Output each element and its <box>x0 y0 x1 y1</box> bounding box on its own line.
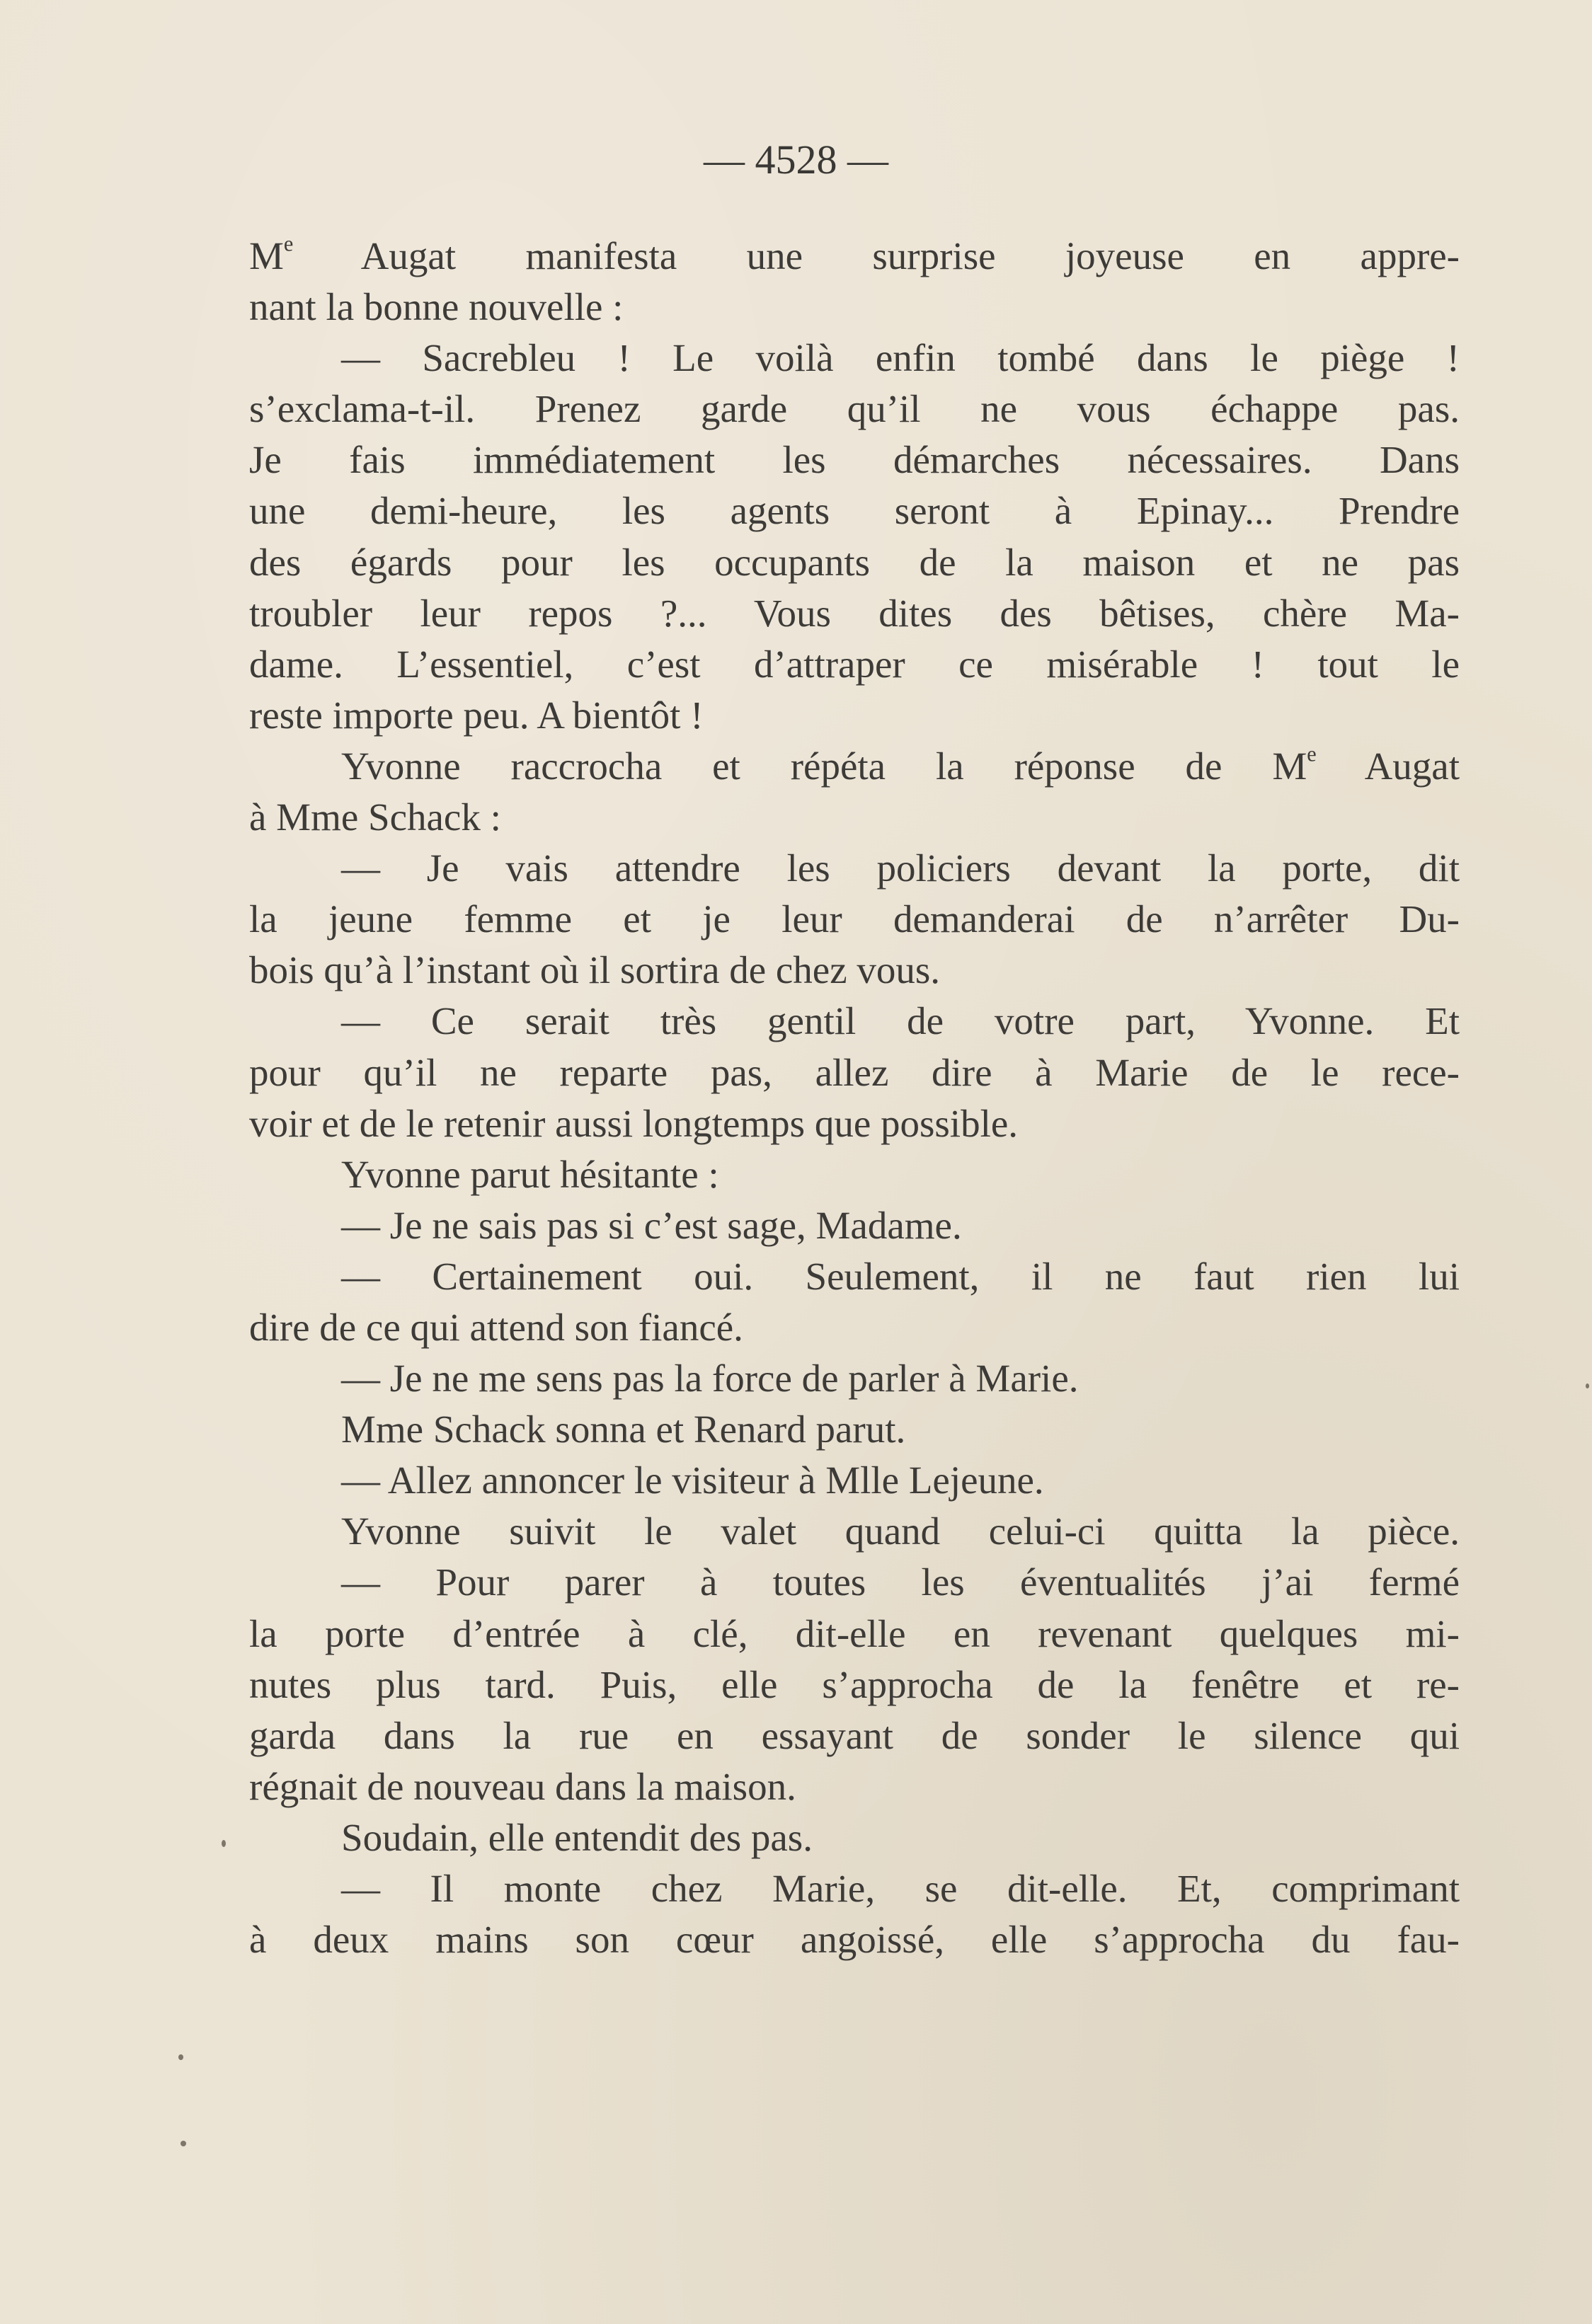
text-line: Mme Schack sonna et Renard parut. <box>341 1408 906 1451</box>
text-line: Yvonne parut hésitante : <box>341 1152 719 1196</box>
paper-speck <box>222 1840 226 1847</box>
paper-speck <box>178 2054 183 2060</box>
text-line: Je fais immédiatement les démarches nécessaires. Dans <box>249 438 1460 482</box>
text-line: s’exclama-t-il. Prenez garde qu’il ne vous échappe pas. <box>249 387 1460 431</box>
text-line: nutes plus tard. Puis, elle s’approcha de la fenêtre et re- <box>249 1662 1460 1706</box>
text-line: troubler leur repos ?... Vous dites des bêtises, chère Ma- <box>249 591 1460 635</box>
text-line: à deux mains son cœur angoissé, elle s’approcha du fau- <box>249 1918 1460 1962</box>
text-line: — Allez annoncer le visiteur à Mlle Lejeune. <box>341 1459 1044 1502</box>
page-number: — 4528 — <box>704 137 888 183</box>
text-line: nant la bonne nouvelle : <box>249 285 624 329</box>
text-line: — Je vais attendre les policiers devant la porte, dit <box>341 846 1460 890</box>
text-line: Yvonne suivit le valet quand celui-ci quitta la pièce. <box>341 1509 1460 1553</box>
text-line: reste importe peu. A bientôt ! <box>249 693 704 737</box>
text-line: — Je ne me sens pas la force de parler à Marie. <box>341 1357 1079 1400</box>
text-line: — Ce serait très gentil de votre part, Yvonne. Et <box>341 999 1460 1043</box>
text-line: — Sacrebleu ! Le voilà enfin tombé dans le piège ! <box>341 336 1460 380</box>
text-line: Soudain, elle entendit des pas. <box>341 1815 813 1859</box>
text-line: dame. L’essentiel, c’est d’attraper ce misérable ! tout le <box>249 642 1460 686</box>
text-line: dire de ce qui attend son fiancé. <box>249 1305 743 1349</box>
text-line: à Mme Schack : <box>249 795 501 839</box>
text-line: la porte d’entrée à clé, dit-elle en revenant quelques mi- <box>249 1611 1460 1655</box>
paper-speck <box>181 2141 186 2146</box>
text-line: voir et de le retenir aussi longtemps que possible. <box>249 1101 1019 1145</box>
body-text <box>249 231 1460 1965</box>
text-line: — Il monte chez Marie, se dit-elle. Et, comprimant <box>341 1867 1460 1910</box>
text-line: Me Augat manifesta une surprise joyeuse en appre- <box>249 231 1460 277</box>
text-line: des égards pour les occupants de la maison et ne pas <box>249 540 1460 584</box>
text-line: — Pour parer à toutes les éventualités j’ai fermé <box>341 1560 1460 1604</box>
paper-speck <box>1586 1384 1589 1388</box>
text-line: garda dans la rue en essayant de sonder le silence qui <box>249 1713 1460 1757</box>
text-line: une demi-heure, les agents seront à Epinay... Prendre <box>249 489 1460 533</box>
text-line: régnait de nouveau dans la maison. <box>249 1764 796 1808</box>
text-line: — Je ne sais pas si c’est sage, Madame. <box>341 1203 962 1247</box>
text-line: pour qu’il ne reparte pas, allez dire à Marie de le rece- <box>249 1050 1460 1094</box>
text-line: — Certainement oui. Seulement, il ne faut rien lui <box>341 1254 1460 1298</box>
text-line: bois qu’à l’instant où il sortira de chez vous. <box>249 948 941 992</box>
text-line: la jeune femme et je leur demanderai de n’arrêter Du- <box>249 897 1460 941</box>
text-line: Yvonne raccrocha et répéta la réponse de Me Augat <box>341 742 1460 788</box>
